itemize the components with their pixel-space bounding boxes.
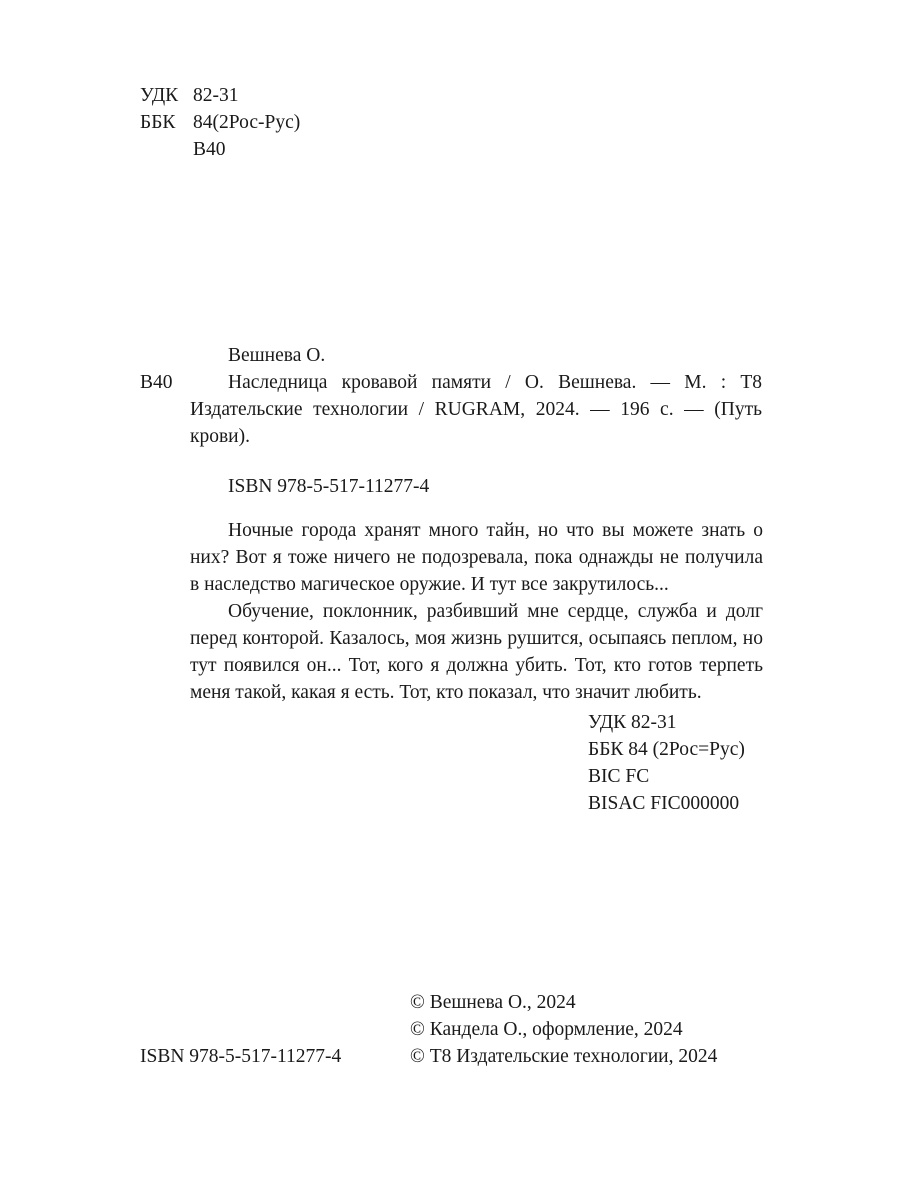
copyright-author: © Вешнева О., 2024 [410, 992, 576, 1013]
bisac-code-line: BISAC FIC000000 [588, 793, 740, 814]
bbk-value: 84(2Рос-Рус) [193, 112, 301, 133]
bibliographic-description-wrap [140, 369, 765, 450]
copyright-block [0, 989, 900, 1070]
isbn-catalog: ISBN 978-5-517-11277-4 [228, 476, 430, 497]
entry-code-line [140, 136, 300, 163]
author-name: Вешнева О. [228, 345, 326, 366]
copyright-publisher: © Т8 Издательские технологии, 2024 [410, 1046, 718, 1067]
classification-codes-block [588, 709, 745, 817]
bbk-line [140, 109, 300, 136]
copyright-designer: © Кандела О., оформление, 2024 [410, 1019, 683, 1040]
udk-label: УДК [140, 85, 179, 106]
top-classification-block [140, 82, 300, 163]
bic-code-line: BIC FC [588, 766, 650, 787]
catalog-record [140, 342, 765, 500]
entry-code: В40 [193, 139, 226, 160]
bibliographic-description: Наследница кровавой памяти / О. Вешнева. — М. : Т8 Издательские технологии / RUGRAM, 2024. — 196 с. — (Путь крови). [190, 372, 762, 447]
udk-code-line: УДК 82-31 [588, 712, 677, 733]
isbn-bottom: ISBN 978-5-517-11277-4 [140, 1046, 342, 1067]
annotation-paragraph-2: Обучение, поклонник, разбивший мне сердце, служба и долг перед конторой. Казалось, моя жизнь рушится, осыпаясь пеплом, но тут появился он... Тот, кого я должна убить. Тот, кто готов терпеть меня такой, какая я есть. Тот, кто показал, что значит любить. [190, 601, 763, 703]
copyright-column [410, 989, 717, 1070]
entry-code-margin: В40 [140, 372, 173, 393]
bbk-label: ББК [140, 112, 176, 133]
annotation-paragraph-1: Ночные города хранят много тайн, но что вы можете знать о них? Вот я тоже ничего не подозревала, пока однажды не получила в наследство магическое оружие. И тут все закрутилось... [190, 520, 763, 595]
bbk-code-line: ББК 84 (2Рос=Рус) [588, 739, 745, 760]
udk-value: 82-31 [193, 85, 239, 106]
annotation-block [190, 517, 763, 706]
udk-line [140, 82, 300, 109]
